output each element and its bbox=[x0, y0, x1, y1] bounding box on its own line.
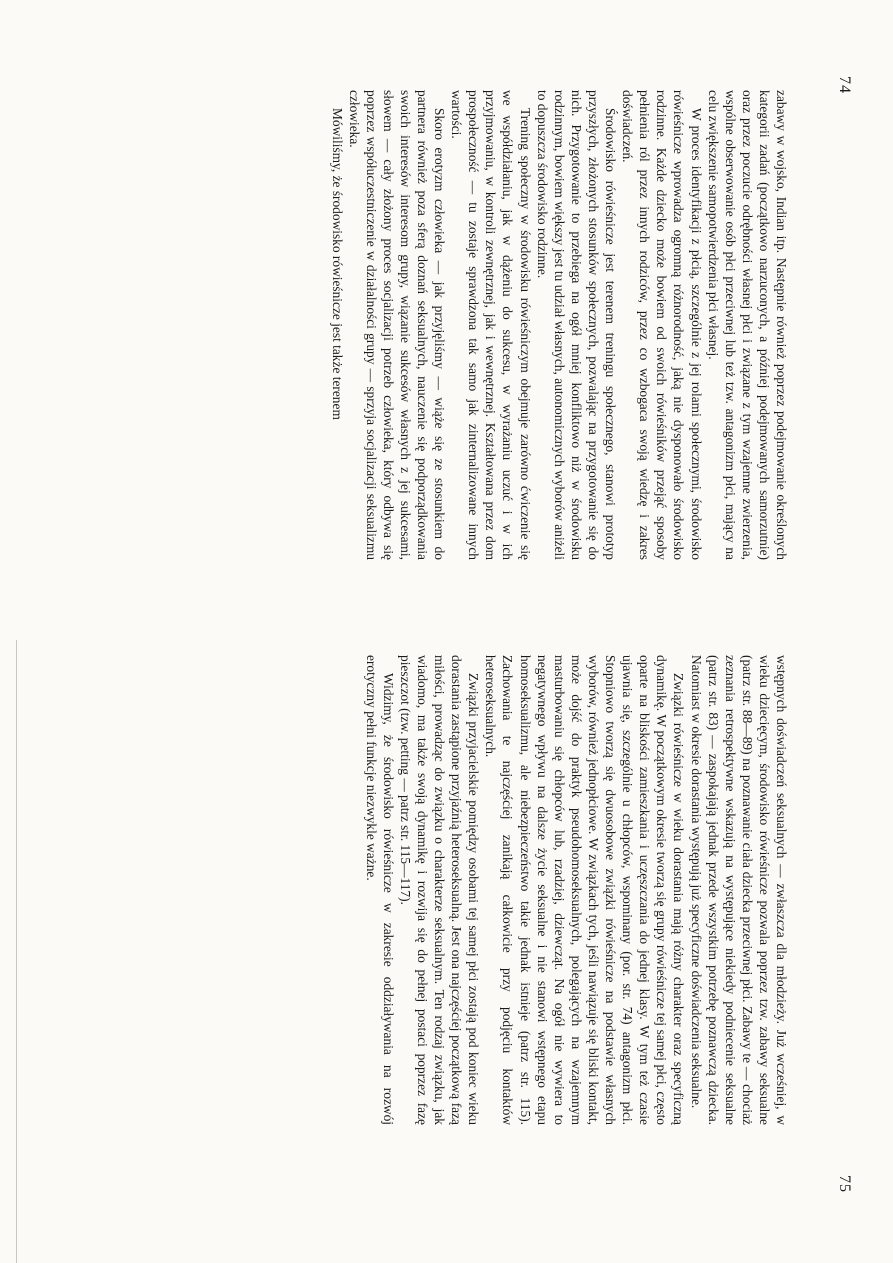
paragraph: wstępnych doświadczeń seksualnych — zwłaszcza dla młodzieży. Już wcześniej, w wieku dziecięcym, środowisko rówieśnicze pozwala poprzez tzw. zabawy seksualne (patrz str. 88—89) na poznawanie ciała dziecka przeciwnej płci. Zabawy te — chociaż zeznania retrospektywne wskazują na występujące niekiedy podniecenie seksualne (patrz str. 83) — zaspokajają jednak przede wszystkim potrzebę poznawczą dziecka. Natomiast w okresie dorastania występują już specyficzne doświadczenia seksualne. bbox=[688, 655, 789, 1125]
paragraph: zabawy w wojsko, Indian itp. Następnie również poprzez podejmowanie określonych kategorii zadań (początkowo narzuconych, a później podejmowanych samorzutnie) oraz przez poczucie odrębności własnej płci i związane z tym wzajemne zwierzenia, wspólne obserwowanie osób płci przeciwnej lub też tzw. antagonizm płci, mający na celu zwiększenie samopotwierdzenia płci własnej. bbox=[705, 90, 789, 560]
paragraph: Widzimy, że środowisko rówieśnicze w zakresie oddziaływania na rozwój erotyczny pełni funkcje niezwykle ważne. bbox=[363, 655, 396, 1125]
paragraph: Środowisko rówieśnicze jest terenem treningu społecznego, stanowi prototyp przyszłych, złożonych stosunków społecznych, pozwalając na przygotowanie się do nich. Przygotowanie to przebiega na ogół mniej konfliktowo niż w środowisku rodzinnym, bowiem większy jest tu udział własnych, autonomicznych wyborów aniżeli to dopuszcza środowisko rodzinne. bbox=[534, 90, 619, 560]
paragraph: W proces identyfikacji z płcią, szczególnie z jej rolami społecznymi, środowisko rówieśnicze wprowadza ogromną różnorodność, jaką nie dysponowało środowisko rodzinne. Każde dziecko może bowiem od swoich rówieśników przejąć sposoby pełnienia ról przez innych rodziców, przez co wzbogaca swoją wiedzę i zakres doświadczeń. bbox=[620, 90, 704, 560]
page-number: 74 bbox=[836, 76, 853, 94]
text-column bbox=[328, 90, 790, 560]
page-number: 75 bbox=[836, 1175, 853, 1193]
paragraph: Mówiliśmy, że środowisko rówieśnicze jest także terenem bbox=[329, 108, 345, 420]
paragraph: Związki rówieśnicze w wieku dorastania mają różny charakter oraz specyficzną dynamikę. W początkowym okresie tworzą się grupy rówieśnicze tej samej płci, często oparte na bliskości zamieszkania i uczęszczania do jednej klasy. W tym też czasie ujawnia się, szczególnie u chłopców, wspominany (por. str. 74) antagonizm płci. Stopniowo tworzą się dwuosobowe związki rówieśnicze na podstawie własnych wyborów, również jednopłciowe. W związkach tych, jeśli nawiązuje się bliski kontakt, może dojść do praktyk pseudohomoseksualnych, polegających na wzajemnym masturbowaniu się chłopców lub, rzadziej, dziewcząt. Na ogół nie wywiera to negatywnego wpływu na dalsze życie seksualne i nie stanowi wstępnego etapu homoseksualizmu, ale niebezpieczeństwo takie jednak istnieje (patrz str. 115). Zachowania te najczęściej zanikają całkowicie przy podjęciu kontaktów heteroseksualnych. bbox=[483, 655, 687, 1125]
left-page bbox=[0, 0, 893, 630]
text-column bbox=[363, 655, 790, 1125]
paragraph: Trening społeczny w środowisku rówieśniczym obejmuje zarówno ćwiczenie się we współdziałaniu, jak w dążeniu do sukcesu, w wyrażaniu uczuć i w ich przyjmowaniu, w kontroli zewnętrznej, jak i wewnętrznej. Kształtowana przez dom prospołeczność — tu zostaje sprawdzona tak samo jak zinternalizowane innych wartości. bbox=[449, 90, 533, 560]
scan-edge-line bbox=[16, 640, 17, 1263]
paragraph: Skoro erotyzm człowieka — jak przyjęliśmy — wiąże się ze stosunkiem do partnera również poza sferą doznań seksualnych, nauczenie się podporządkowania swoich interesów interesom grupy, wiązanie sukcesów własnych z jej sukcesami, słowem — cały złożony proces socjalizacji potrzeb człowieka, który odbywa się poprzez współuczestniczenie w działalności grupy — sprzyja socjalizacji seksualizmu człowieka. bbox=[346, 90, 448, 560]
right-page bbox=[0, 640, 893, 1263]
paragraph: Związki przyjacielskie pomiędzy osobami tej samej płci zostają pod koniec wieku dorastania zastąpione przyjaźnią heteroseksualną. Jest ona najczęściej początkową fazą miłości, prowadząc do związku o charakterze seksualnym. Ten rodzaj związku, jak wiadomo, ma także swoją dynamikę i rozwija się do pełnej postaci poprzez fazę pieszczot (tzw. petting — patrz str. 115—117). bbox=[397, 655, 482, 1125]
